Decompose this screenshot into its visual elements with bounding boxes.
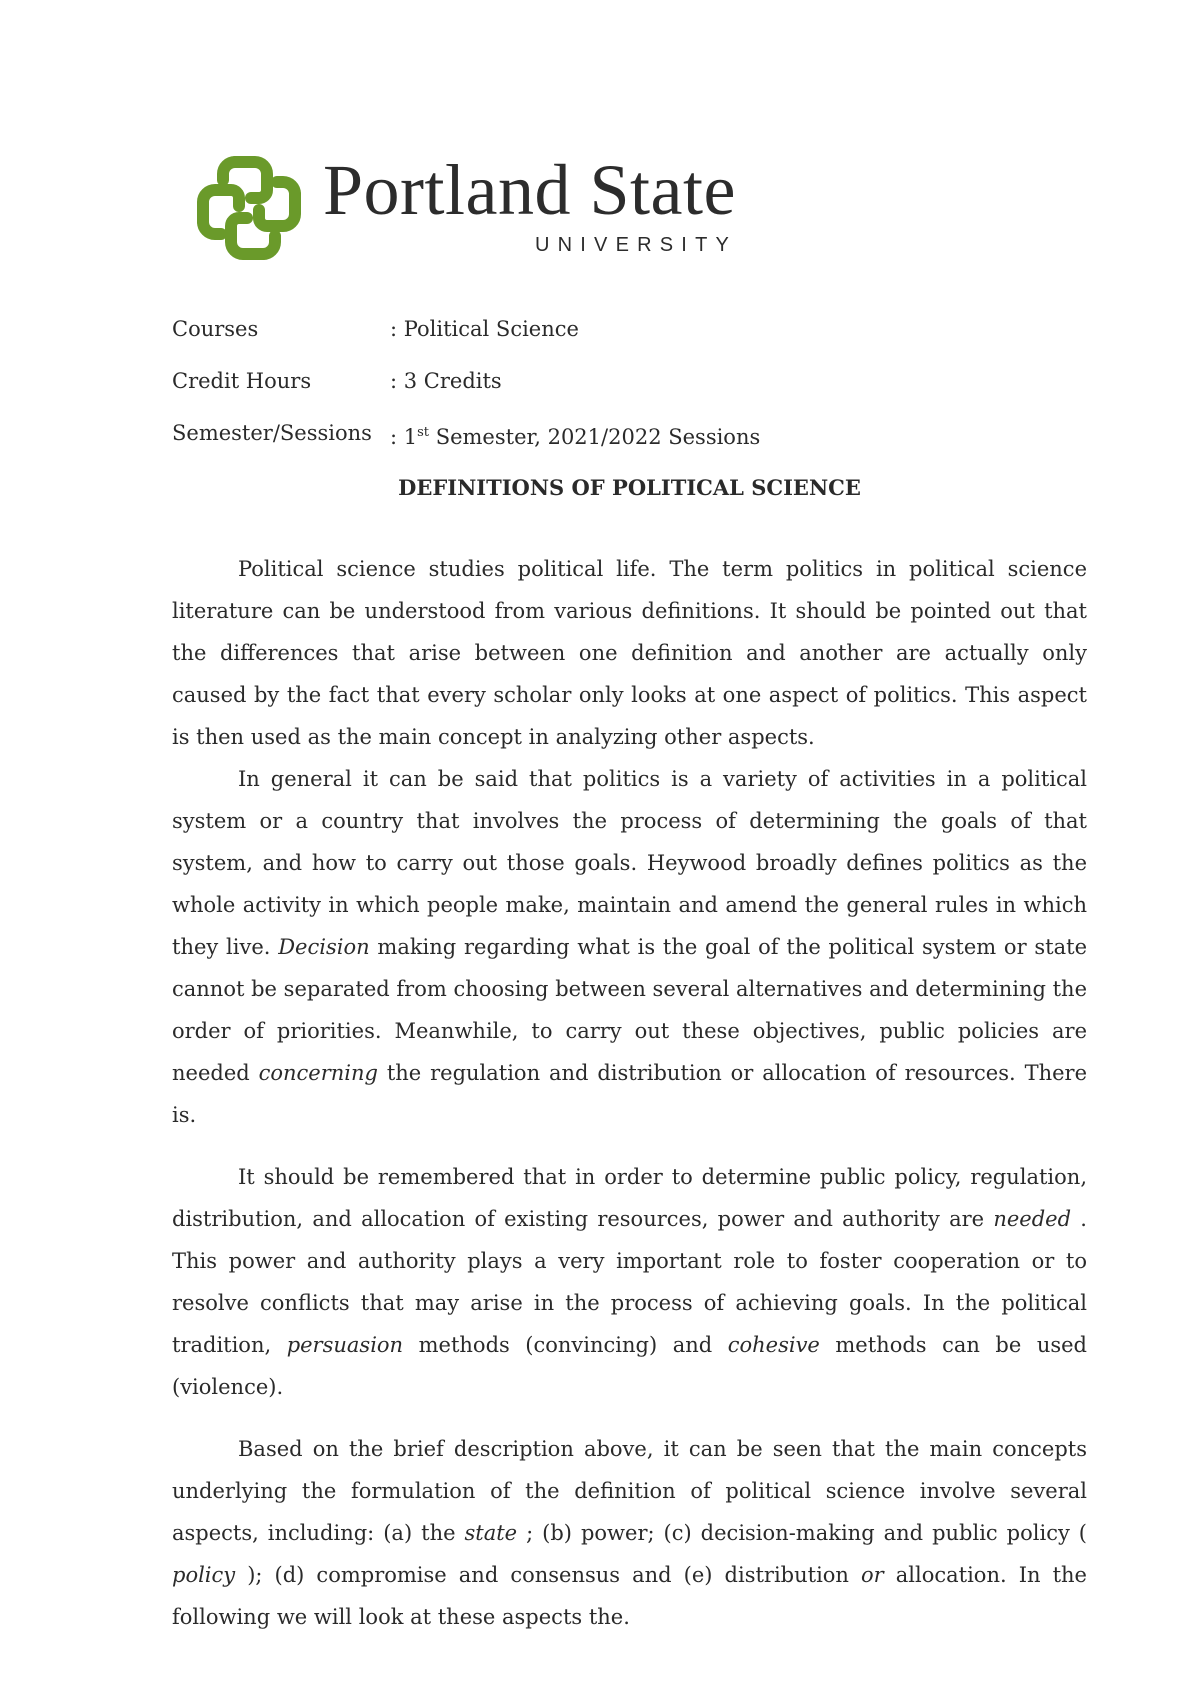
- paragraph-3-italic-3: cohesive: [727, 1333, 820, 1357]
- paragraph-4-text-b: ; (b) power; (c) decision-making and public policy (: [517, 1521, 1087, 1545]
- paragraph-4-text-d: allocation. In the following we will look at these aspects the.: [172, 1563, 1087, 1629]
- semester-rest: Semester, 2021/2022 Sessions: [429, 425, 761, 449]
- courses-label: Courses: [172, 317, 259, 341]
- psu-knot-icon: [193, 152, 305, 264]
- paragraph-4-italic-1: state: [464, 1521, 518, 1545]
- courses-value: : Political Science: [390, 317, 579, 341]
- paragraph-2-text-a: In general it can be said that politics is a variety of activities in a political system or a country that involves the process of determining the goals of that system, and how to carry out those goals. Heywood broadly defines politics as the whole activity in which people make, maintain and amend the general rules in which they live.: [172, 767, 1087, 959]
- document-body: [172, 548, 1087, 1638]
- semester-ordinal: st: [417, 425, 430, 440]
- semester-prefix: : 1: [390, 425, 418, 449]
- document-heading: DEFINITIONS OF POLITICAL SCIENCE: [398, 475, 861, 500]
- logo-name: Portland State: [323, 150, 736, 230]
- paragraph-3-text-d: methods can be used (violence).: [172, 1333, 1087, 1399]
- semester-value: [390, 419, 760, 451]
- paragraph-2-text-b: making regarding what is the goal of the political system or state cannot be separated from choosing between several alternatives and determining the order of priorities. Meanwhile, to carry out these objectives, public policies are needed: [172, 935, 1087, 1085]
- paragraph-3: [172, 1156, 1087, 1408]
- paragraph-3-italic-1: needed: [993, 1207, 1072, 1231]
- paragraph-4-text-c: ); (d) compromise and consensus and (e) distribution: [235, 1563, 862, 1587]
- semester-label: Semester/Sessions: [172, 421, 372, 445]
- paragraph-2-text-c: the regulation and distribution or allocation of resources. There is.: [172, 1061, 1087, 1127]
- paragraph-3-text-b: . This power and authority plays a very important role to foster cooperation or to resolve conflicts that may arise in the process of achieving goals. In the political tradition,: [172, 1207, 1087, 1357]
- paragraph-3-text-a: It should be remembered that in order to determine public policy, regulation, distribution, and allocation of existing resources, power and authority are: [172, 1165, 1087, 1231]
- paragraph-4-italic-3: or: [861, 1563, 884, 1587]
- paragraph-3-italic-2: persuasion: [286, 1333, 404, 1357]
- credit-hours-label: Credit Hours: [172, 369, 312, 393]
- paragraph-1: Political science studies political life. The term politics in political science literature can be understood from various definitions. It should be pointed out that the differences that arise between one definition and another are actually only caused by the fact that every scholar only looks at one aspect of politics. This aspect is then used as the main concept in analyzing other aspects.: [172, 557, 1087, 749]
- logo-subtitle: UNIVERSITY: [535, 234, 738, 256]
- credit-hours-value: : 3 Credits: [390, 369, 502, 393]
- paragraph-2: [172, 758, 1087, 1136]
- paragraph-4-italic-2: policy: [172, 1563, 236, 1587]
- paragraph-3-text-c: methods (convincing) and: [403, 1333, 728, 1357]
- paragraph-2-italic-2: concerning: [258, 1061, 378, 1085]
- paragraph-4: [172, 1428, 1087, 1638]
- university-logo: [193, 150, 738, 265]
- paragraph-4-text-a: Based on the brief description above, it can be seen that the main concepts underlying the formulation of the definition of political science involve several aspects, including: (a) the: [172, 1437, 1087, 1545]
- paragraph-2-italic-1: Decision: [278, 935, 370, 959]
